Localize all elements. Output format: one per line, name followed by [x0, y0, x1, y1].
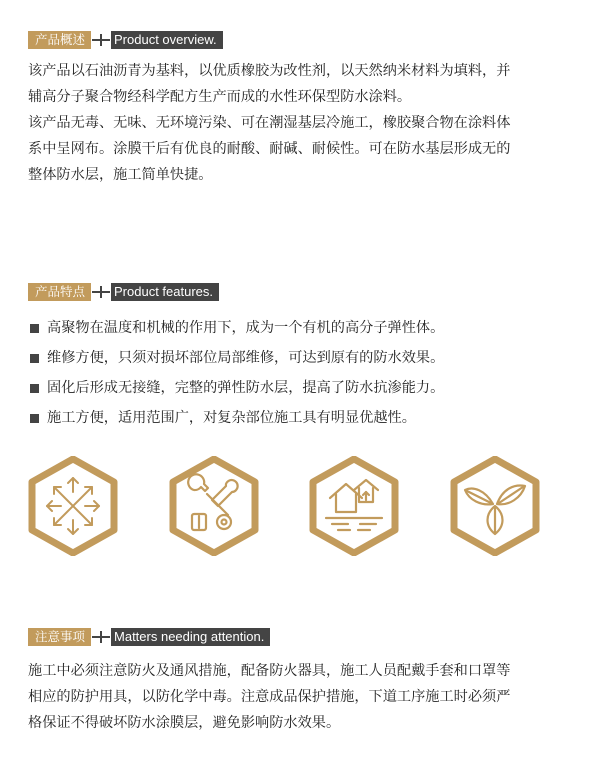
- overview-line: 该产品无毒、无味、无环境污染、可在潮湿基层冷施工，橡胶聚合物在涂料体: [28, 115, 511, 131]
- feature-item: [30, 313, 444, 343]
- expand-arrows-icon: [23, 456, 123, 556]
- overview-line: 辅高分子聚合物经科学配方生产而成的水性环保型防水涂料。: [28, 89, 412, 105]
- overview-title-en: Product overview.: [111, 31, 223, 49]
- notes-title-en: Matters needing attention.: [111, 628, 270, 646]
- feature-item: [30, 373, 444, 403]
- header-separator-icon: [91, 31, 111, 49]
- square-bullet-icon: [30, 354, 39, 363]
- square-bullet-icon: [30, 414, 39, 423]
- feature-icons-row: [0, 456, 600, 556]
- overview-header: [28, 31, 223, 49]
- notes-line: 施工中必须注意防火及通风措施，配备防火器具，施工人员配戴手套和口罩等: [28, 663, 511, 679]
- features-title-cn: 产品特点: [28, 283, 91, 301]
- square-bullet-icon: [30, 324, 39, 333]
- feature-item: [30, 343, 444, 373]
- feature-text: 高聚物在温度和机械的作用下，成为一个有机的高分子弹性体。: [47, 320, 445, 336]
- square-bullet-icon: [30, 384, 39, 393]
- feature-item: [30, 403, 444, 433]
- features-title-en: Product features.: [111, 283, 219, 301]
- waterproof-house-icon: [304, 456, 404, 556]
- header-separator-icon: [91, 628, 111, 646]
- header-separator-icon: [91, 283, 111, 301]
- eco-leaves-icon: [445, 456, 545, 556]
- notes-header: [28, 628, 270, 646]
- notes-line: 格保证不得破坏防水涂膜层，避免影响防水效果。: [28, 715, 341, 731]
- overview-text: [28, 58, 588, 188]
- features-list: [30, 313, 444, 433]
- overview-line: 该产品以石油沥青为基料，以优质橡胶为改性剂，以天然纳米材料为填料，并: [28, 63, 511, 79]
- repair-tools-icon: [164, 456, 264, 556]
- feature-text: 固化后形成无接缝，完整的弹性防水层，提高了防水抗渗能力。: [47, 380, 445, 396]
- notes-title-cn: 注意事项: [28, 628, 91, 646]
- feature-text: 维修方便，只须对损坏部位局部维修，可达到原有的防水效果。: [47, 350, 445, 366]
- notes-text: [28, 658, 588, 736]
- overview-title-cn: 产品概述: [28, 31, 91, 49]
- notes-line: 相应的防护用具，以防化学中毒。注意成品保护措施，下道工序施工时必须严: [28, 689, 511, 705]
- overview-line: 系中呈网布。涂膜干后有优良的耐酸、耐碱、耐候性。可在防水基层形成无的: [28, 141, 511, 157]
- overview-line: 整体防水层，施工简单快捷。: [28, 167, 213, 183]
- features-header: [28, 283, 219, 301]
- feature-text: 施工方便，适用范围广，对复杂部位施工具有明显优越性。: [47, 410, 416, 426]
